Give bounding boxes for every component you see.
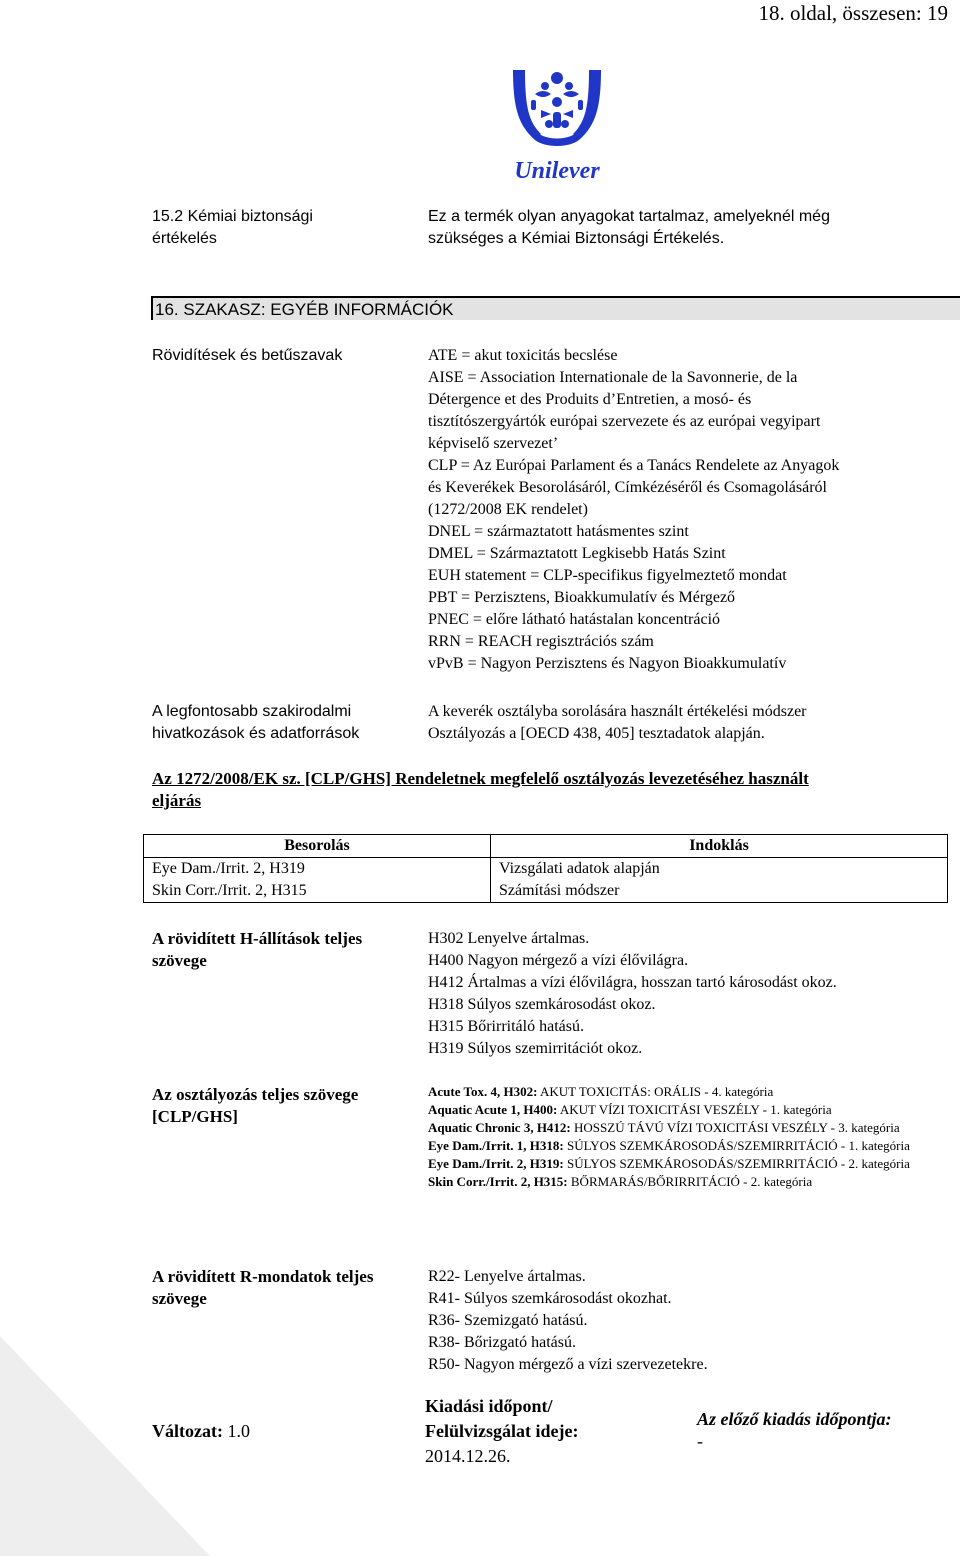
r-phrases-list bbox=[428, 1266, 948, 1376]
list-item: H302 Lenyelve ártalmas. bbox=[428, 930, 590, 947]
page-counter: 18. oldal, összesen: 19 bbox=[758, 1, 948, 25]
list-item: H315 Bőrirritáló hatású. bbox=[428, 1018, 584, 1035]
classification-entry bbox=[428, 1101, 950, 1119]
page-corner-shape bbox=[0, 1336, 210, 1556]
list-item: AISE = Association Internationale de la Savonnerie, de la bbox=[428, 369, 798, 386]
table-header-besorolas: Besorolás bbox=[144, 835, 491, 858]
table-cell: Eye Dam./Irrit. 2, H319 bbox=[144, 858, 491, 881]
list-item: EUH statement = CLP-specifikus figyelmeztető mondat bbox=[428, 567, 787, 584]
table-row bbox=[144, 880, 948, 903]
list-item: H319 Súlyos szemirritációt okoz. bbox=[428, 1040, 643, 1057]
list-item: DNEL = származtatott hatásmentes szint bbox=[428, 523, 689, 540]
table-cell: Számítási módszer bbox=[491, 880, 948, 903]
table-row bbox=[144, 858, 948, 881]
list-item: R38- Bőrizgató hatású. bbox=[428, 1334, 576, 1351]
classification-text: SÚLYOS SZEMKÁROSODÁS/SZEMIRRITÁCIÓ - 2. kategória bbox=[563, 1156, 910, 1171]
list-item: és Keverékek Besorolásáról, Címkézéséről és Csomagolásáról bbox=[428, 479, 827, 496]
classification-code: Aquatic Acute 1, H400: bbox=[428, 1102, 558, 1117]
list-item: Détergence et des Produits d’Entretien, a mosó- és bbox=[428, 391, 752, 408]
classification-text: SÚLYOS SZEMKÁROSODÁS/SZEMIRRITÁCIÓ - 1. kategória bbox=[563, 1138, 910, 1153]
classification-table bbox=[143, 834, 948, 903]
abbreviations-label: Rövidítések és betűszavak bbox=[152, 347, 343, 364]
classification-code: Eye Dam./Irrit. 1, H318: bbox=[428, 1138, 564, 1153]
table-header-indoklas: Indoklás bbox=[491, 835, 948, 858]
list-item: vPvB = Nagyon Perzisztens és Nagyon Bioakkumulatív bbox=[428, 655, 787, 672]
list-item: R41- Súlyos szemkárosodást okozhat. bbox=[428, 1290, 672, 1307]
list-item: PBT = Perzisztens, Bioakkumulatív és Mérgező bbox=[428, 589, 736, 606]
list-item: PNEC = előre látható hatástalan koncentráció bbox=[428, 611, 721, 628]
classification-text: AKUT VÍZI TOXICITÁSI VESZÉLY - 1. kategória bbox=[557, 1102, 832, 1117]
section-16-title: 16. SZAKASZ: EGYÉB INFORMÁCIÓK bbox=[151, 296, 960, 320]
list-item: H400 Nagyon mérgező a vízi élővilágra. bbox=[428, 952, 689, 969]
unilever-logo-icon bbox=[505, 64, 609, 186]
version: Változat: 1.0 bbox=[152, 1421, 250, 1441]
classification-full-label: Az osztályozás teljes szövege [CLP/GHS] bbox=[152, 1085, 359, 1126]
list-item: (1272/2008 EK rendelet) bbox=[428, 501, 588, 518]
classification-code: Skin Corr./Irrit. 2, H315: bbox=[428, 1174, 568, 1189]
classification-code: Acute Tox. 4, H302: bbox=[428, 1084, 538, 1099]
references-text: A keverék osztályba sorolására használt értékelési módszer Osztályozás a [OECD 438, 405] tesztadatok alapján. bbox=[428, 703, 807, 742]
list-item: DMEL = Származtatott Legkisebb Hatás Szint bbox=[428, 545, 726, 562]
logo-wordmark: Unilever bbox=[514, 158, 600, 184]
r-phrases-label: A rövidített R-mondatok teljes szövege bbox=[152, 1267, 374, 1308]
table-cell: Skin Corr./Irrit. 2, H315 bbox=[144, 880, 491, 903]
classification-entry bbox=[428, 1173, 950, 1191]
h-statements-label: A rövidített H-állítások teljes szövege bbox=[152, 929, 363, 970]
section-15-2-text: Ez a termék olyan anyagokat tartalmaz, amelyeknél még szükséges a Kémiai Biztonsági Értékelés. bbox=[428, 208, 830, 247]
classification-code: Aquatic Chronic 3, H412: bbox=[428, 1120, 571, 1135]
list-item: képviselő szervezet’ bbox=[428, 435, 559, 452]
list-item: RRN = REACH regisztrációs szám bbox=[428, 633, 654, 650]
classification-text: BŐRMARÁS/BŐRIRRITÁCIÓ - 2. kategória bbox=[567, 1174, 813, 1189]
table-cell: Vizsgálati adatok alapján bbox=[491, 858, 948, 881]
list-item: H318 Súlyos szemkárosodást okoz. bbox=[428, 996, 656, 1013]
classification-entry bbox=[428, 1137, 950, 1155]
list-item: R50- Nagyon mérgező a vízi szervezetekre. bbox=[428, 1356, 708, 1373]
classification-text: AKUT TOXICITÁS: ORÁLIS - 4. kategória bbox=[537, 1084, 774, 1099]
classification-code: Eye Dam./Irrit. 2, H319: bbox=[428, 1156, 564, 1171]
classification-full-list bbox=[428, 1083, 950, 1191]
classification-entry bbox=[428, 1119, 950, 1137]
list-item: ATE = akut toxicitás becslése bbox=[428, 347, 618, 364]
h-statements-list bbox=[428, 928, 948, 1060]
list-item: H412 Ártalmas a vízi élővilágra, hosszan tartó károsodást okoz. bbox=[428, 974, 837, 991]
abbreviations-list bbox=[428, 345, 948, 675]
classification-text: HOSSZÚ TÁVÚ VÍZI TOXICITÁSI VESZÉLY - 3. kategória bbox=[570, 1120, 900, 1135]
section-15-2-label: 15.2 Kémiai biztonsági értékelés bbox=[152, 208, 313, 247]
classification-entry bbox=[428, 1155, 950, 1173]
previous-issue-block: Az előző kiadás időpontja: - bbox=[697, 1409, 892, 1451]
procedure-heading: Az 1272/2008/EK sz. [CLP/GHS] Rendeletnek megfelelő osztályozás levezetéséhez használt eljárás bbox=[152, 769, 809, 810]
issue-date-block: Kiadási időpont/ Felülvizsgálat ideje: 2014.12.26. bbox=[425, 1396, 579, 1466]
list-item: R36- Szemizgató hatású. bbox=[428, 1312, 588, 1329]
references-label: A legfontosabb szakirodalmi hivatkozások és adatforrások bbox=[152, 703, 360, 742]
list-item: tisztítószergyártók európai szervezete és az európai vegyipart bbox=[428, 413, 821, 430]
list-item: CLP = Az Európai Parlament és a Tanács Rendelete az Anyagok bbox=[428, 457, 840, 474]
list-item: R22- Lenyelve ártalmas. bbox=[428, 1268, 586, 1285]
classification-entry bbox=[428, 1083, 950, 1101]
